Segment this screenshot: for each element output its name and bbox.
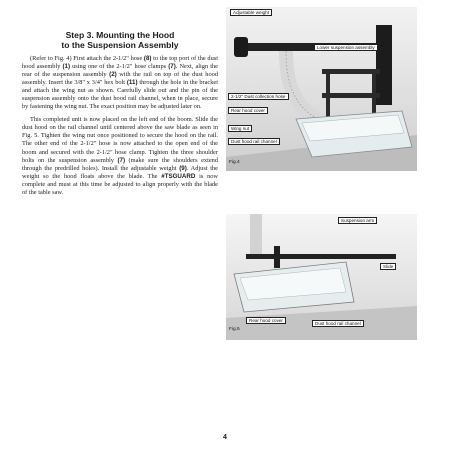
step-title-line2: to the Suspension Assembly xyxy=(61,40,179,50)
callout-rear-hood-cover-fig5: Rear hood cover xyxy=(246,317,286,324)
figure-5-label: Fig.5 xyxy=(229,327,240,332)
callout-lower-suspension-assembly: Lower suspension assembly xyxy=(314,44,378,51)
figure-4-label: Fig.4 xyxy=(229,160,240,165)
figure-4-illustration xyxy=(226,7,417,171)
callout-wing-nut: Wing nut xyxy=(228,125,252,132)
callout-rear-hood-cover: Rear hood cover xyxy=(228,107,268,114)
callout-suspension-arm: Suspension arm xyxy=(338,217,377,224)
step-title-line1: Step 3. Mounting the Hood xyxy=(65,30,175,40)
figure-4-photo xyxy=(226,7,417,171)
paragraph-2: This completed unit is now placed on the left end of the boom. Slide the dust hood on the rail channel until centered above the saw blade as seen in Fig. 5. Tighten the wing nut once positioned to secure the hood on the rail. The other end of the 2-1/2" hose is now attached to the open end of the boom and secured with the 2-1/2" hose clamp. Tighten the three shoulder bolts on the suspension assembly (7) (make sure the shoulders extend through the predrilled holes). Install the adjustable weight (9). Adjust the weight so the hood floats above the blade. The #TSGUARD is now complete and must at this time be adjusted to align properly with the blade of the table saw. xyxy=(22,116,218,196)
callout-rail-channel-fig5: Dust hood rail channel xyxy=(312,320,364,327)
callout-dust-collection-hose: 2-1/2" Dust collection hose xyxy=(228,93,289,100)
paragraph-1: (Refer to Fig. 4) First attach the 2-1/2" hose (8) to the top port of the dust hood assembly (1) using one of the 2-1/2" hose clamps (7). Next, align the rear of the suspension assembly (2) with the rail on top of the dust hood assembly. Insert the 3/8" x 3/4" hex bolt (11) through the hole in the bracket and attach the wing nut as shown. Carefully slide out and the pin of the suspension assembly onto the dust hood rail channel, when in place, secure by fastening the wing nut. The exact position may be adjusted later on. xyxy=(22,55,218,111)
instructions-column xyxy=(22,30,218,202)
callout-adjustable-weight: Adjustable weight xyxy=(230,9,272,16)
page-number: 4 xyxy=(223,434,227,441)
figure-5-photo xyxy=(226,214,417,340)
callout-slide: Slide xyxy=(380,263,396,270)
step-title xyxy=(22,30,218,50)
callout-dust-hood-rail-channel: Dust hood rail channel xyxy=(228,138,280,145)
